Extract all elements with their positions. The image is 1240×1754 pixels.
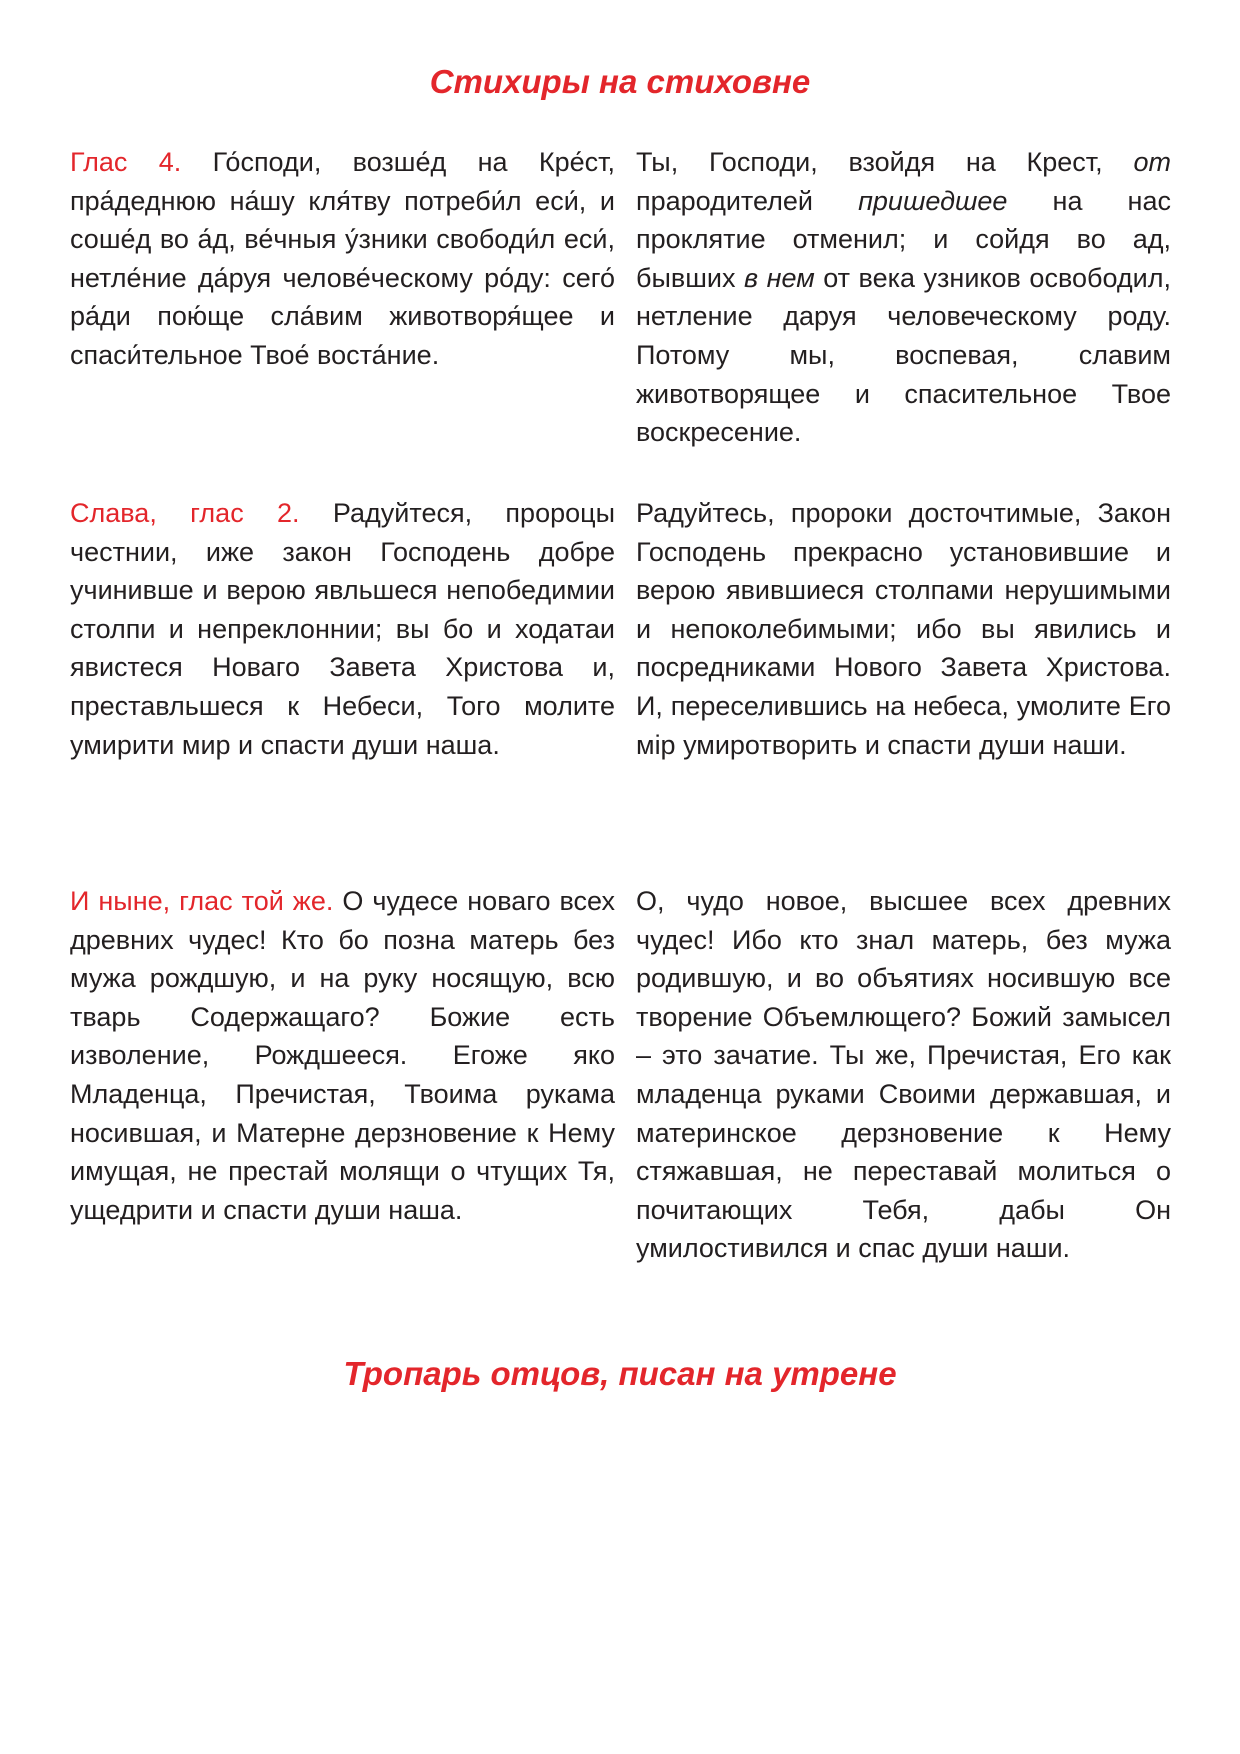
church-slavonic-text (70, 494, 615, 764)
tone-label: Слава, глас 2. (70, 498, 300, 528)
section-title-troparion: Тропарь отцов, писан на утрене (343, 1355, 897, 1392)
hymn-text: Го́споди, возше́д на Кре́ст, пра́деднюю на́шу кля́тву потреби́л еси́, и соше́д во а́д, ве́чныя у́зники свободи́л еси́, нетле́ние да́руя челове́ческому ро́ду: сего́ ра́ди пою́ще сла́вим животворя́щее и спаси́тельное Твое́ воста́ние. (70, 147, 615, 370)
section-title-stichera: Стихиры на стиховне (429, 63, 811, 100)
translation-italic-part: в нем (744, 262, 815, 293)
translation-text: Радуйтесь, пророки досточтимые, Закон Господень прекрасно установившие и верою явившиеся столпами нерушимыми и непоколебимыми; ибо вы явились и посредниками Нового Завета Христова. И, переселившись на небеса, умолите Его мір умиротворить и спасти души наши. (636, 498, 1171, 760)
translation-italic-part: от (1133, 147, 1171, 177)
tone-label: И ныне, глас той же. (70, 886, 334, 916)
church-slavonic-text (70, 882, 615, 1229)
tone-label: Глас 4. (70, 147, 182, 177)
translation-text-part: от века узников освободил, нетление даруя человеческому роду. Потому мы, воспевая, славим животворящее и спасительное Твое воскресение. (636, 262, 1171, 448)
translation-text-part: Ты, Господи, взойдя на Крест, (636, 147, 1103, 177)
translation-italic-part: пришедшее (858, 185, 1008, 216)
translation-text-part: прародителей (636, 185, 813, 216)
translation-text-part: на нас проклятие отменил; и сойдя во ад, бывших (636, 185, 1171, 293)
translation-text: О, чудо новое, высшее всех древних чудес! Ибо кто знал матерь, без мужа родившую, и во объятиях носившую все творение Объемлющего? Божий замысел – это зачатие. Ты же, Пречистая, Его как младенца руками Своими державшая, и материнское дерзновение к Нему стяжавшая, не переставай молиться о почитающих Тебя, дабы Он умилостивился и спас души наши. (636, 886, 1171, 1264)
russian-translation-text (636, 143, 1171, 452)
hymn-text: О чудесе новаго всех древних чудес! Кто бо позна матерь без мужа рождшую, и на руку носящую, всю тварь Содержащаго? Божие есть изволение, Рождшееся. Егоже яко Младенца, Пречистая, Твоима рукама носившая, и Матерне дерзновение к Нему имущая, не престай молящи о чтущих Тя, ущедрити и спасти души наша. (70, 886, 615, 1225)
hymn-text: Радуйтеся, пророцы честнии, иже закон Господень добре учинивше и верою явльшеся непобедимии столпи и непреклоннии; вы бо и ходатаи явистеся Новаго Завета Христова и, преставльшеся к Небеси, Того молите умирити мир и спасти души наша. (70, 498, 615, 760)
russian-translation-text (636, 494, 1171, 764)
russian-translation-text (636, 882, 1171, 1268)
church-slavonic-text (70, 143, 615, 375)
